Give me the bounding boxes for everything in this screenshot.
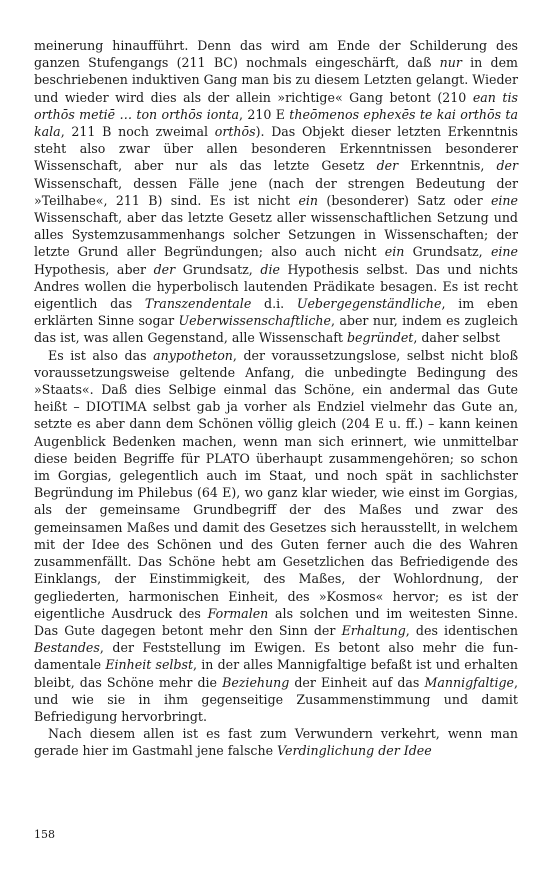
emphasis: begründet (346, 330, 414, 346)
greek-quote: theōmenos ephexēs te kai orthōs ta kala (34, 106, 518, 140)
emphasis: Beziehung (222, 674, 290, 690)
text-segment: Hypothesis, aber (34, 261, 154, 277)
emphasis: ein (298, 192, 319, 208)
paragraph-3 (34, 725, 518, 759)
emphasis: Ueberwissenschaftliche (178, 313, 331, 329)
emphasis: anypotheton (153, 347, 233, 363)
emphasis: der (496, 158, 518, 174)
text-segment: der Einheit auf das (289, 674, 425, 690)
emphasis: Uebergegenständliche (296, 296, 442, 312)
text-segment: Grundsatz, (404, 244, 491, 260)
text-segment: als solchen und im weitesten Sinne. Das Gute dagegen betont mehr den Sinn der (34, 605, 518, 638)
text-segment: , und wie sie in ihm gegenseitige Zusammenstimmung und damit Befriedigung hervorbringt. (34, 674, 518, 724)
text-segment: , 210 E (238, 106, 290, 122)
emphasis: Verdinglichung der Idee (277, 743, 432, 759)
text-segment: , der voraussetzungslose, selbst nicht bloß voraussetzungsweise geltende Anfang, die unbedingte Bedingung des »Staats«. Daß dies Selbige einmal das Schöne, ein andermal das Gute heißt – DIOTIMA selbst gab ja vorher als Endziel vielmehr das Gute an, setzte es aber dann dem Schönen völlig gleich (204 E u. ff.) – kann keinen Augenblick Bedenken machen, wenn man sich erinnert, wie unmittelbar diese beiden Begriffe für PLATO überhaupt zusammengehören; so schon im Gorgias, gelegentlich auch im Staat, und noch spät in sachlichster Begründung im Philebus (64 E), wo ganz klar wieder, wie einst im Gorgias, als der gemeinsame Grundbegriff der des Maßes und zwar des gemeinsamen Maßes und damit des Gesetzes sich herausstellt, in welchem mit der Idee des Schönen und des Guten ferner auch die des Wahren zusammenfällt. Das Schöne hebt am Gesetzlichen das Befriedigende des Einklangs, der Einstimmigkeit, des Maßes, der Wohlordnung, der gegliederten, harmonischen Einheit, des »Kosmos« hervor; es ist der eigentliche Ausdruck des (34, 347, 518, 621)
text-segment: , des identischen (405, 622, 518, 638)
emphasis: Mannigfaltige (424, 674, 514, 690)
emphasis: Einheit selbst (105, 657, 194, 673)
text-segment: , der Feststellung im Ewigen. Es betont also mehr die fundamentale (34, 640, 518, 673)
emphasis: Formalen (207, 605, 269, 621)
greek-word: orthōs (214, 124, 256, 140)
text-segment: , aber nur, indem es zugleich das ist, was allen Gegenstand, alle Wissenschaft (34, 313, 518, 346)
greek-quote: ean tis orthōs metiē … ton orthōs ionta (34, 89, 518, 122)
text-segment: Erkenntnis, (398, 158, 497, 174)
emphasis: die (260, 261, 280, 277)
text-segment: in dem beschriebenen induktiven Gang man bis zu diesem Letzten gelangt. Wieder und wieder wird dies als der allein »richtige« Gang betont (210 (34, 55, 518, 105)
text-segment: d.i. (251, 296, 297, 312)
text-segment: (besonderer) Satz oder (318, 192, 491, 208)
page-body (34, 37, 518, 760)
text-segment: Nach diesem allen ist es fast zum Verwundern verkehrt, wenn man gerade hier im Gastmahl jene falsche (34, 726, 518, 759)
text-segment: ). Das Objekt dieser letzten Erkenntnis steht also zwar über allen besonderen Erkenntnissen besonderer Wissenschaft, aber nur als das letzte Gesetz (34, 124, 518, 174)
text-segment: meinerung hinaufführt. Denn das wird am Ende der Schilderung des ganzen Stufengangs (211 BC) nochmals eingeschärft, daß (34, 38, 518, 71)
paragraph-1 (34, 37, 518, 347)
text-segment: , im eben erklärten Sinne sogar (34, 296, 518, 329)
emphasis: eine (490, 244, 518, 260)
text-segment: Grundsatz, (175, 261, 261, 277)
text-segment: , 211 B noch zweimal (60, 124, 215, 140)
emphasis: der (376, 158, 399, 174)
text-segment: Wissenschaft, dessen Fälle jene (nach der strengen Bedeutung der »Teilhabe«, 211 B) sind. Es ist nicht (34, 175, 518, 208)
text-segment: Es ist also das (48, 347, 154, 363)
emphasis: ein (384, 244, 405, 260)
text-segment: , in der alles Mannigfaltige befaßt ist und erhalten bleibt, das Schöne mehr die (34, 657, 518, 690)
page-number: 158 (34, 828, 55, 841)
emphasis: nur (439, 55, 462, 71)
emphasis: Transzendentale (144, 296, 252, 312)
emphasis: der (153, 261, 176, 277)
emphasis: eine (490, 192, 518, 208)
paragraph-2 (34, 347, 518, 725)
emphasis: Erhaltung (341, 622, 406, 638)
emphasis: Bestandes (34, 640, 100, 656)
text-segment: , daher selbst (413, 330, 501, 346)
text-segment: Wissenschaft, aber das letzte Gesetz aller wissenschaftlichen Setzung und alles Systemzusammenhangs solcher Setzungen in Wissenschaften; der letzte Grund aller Begründungen; also auch nicht (34, 210, 518, 260)
text-segment: Hypothesis selbst. Das und nichts Andres wollen die hyperbolisch lautenden Prädikate besagen. Es ist recht eigentlich das (34, 261, 519, 312)
